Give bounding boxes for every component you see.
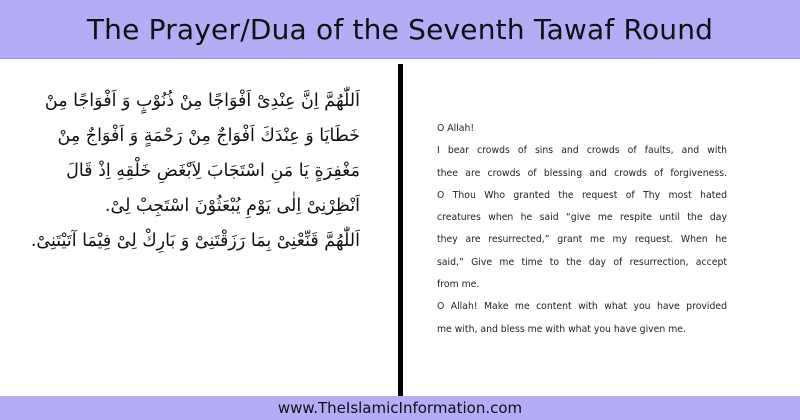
english-line-2: I bear crowds of sins and crowds of faults, and with [437,145,727,157]
title-banner [0,0,800,59]
arabic-line-4: اَنْظِرْنِىْ اِلٰى يَوْمِ يُبْعَثُوْنَ اسْتَجِبْ لِىْ. [104,196,360,216]
arabic-dua-text [30,84,360,259]
english-line-8: from me. [437,279,480,291]
website-link[interactable]: www.TheIslamicInformation.com [277,399,523,417]
arabic-line-3: مَغْفِرَةٍ يَا مَنِ اسْتَجَابَ لِاَبْغَضِ خَلْقِهِ اِذْ قَالَ [66,161,360,181]
english-line-1: O Allah! [437,123,475,134]
english-line-4: O Thou Who granted the request of Thy most hated [437,189,727,201]
english-line-6: they are resurrected,” grant me my request. When he [437,234,727,246]
english-line-5: creatures when he said “give me respite until the day [437,212,727,224]
english-translation-text [437,118,727,341]
english-line-10: me with, and bless me with what you have given me. [437,323,686,335]
arabic-line-5: اَللّٰهُمَّ قَنِّعْنِىْ بِمَا رَزَقْتَنِىْ وَ بَارِكْ لِىْ فِيْمَا آتَيْتَنِىْ. [30,231,360,251]
arabic-line-1: اَللّٰهُمَّ اِنَّ عِنْدِیْ اَفْوَاجًا مِنْ ذُنُوْبٍ وَ اَفْوَاجًا مِنْ [44,91,360,111]
arabic-line-2: خَطَايَا وَ عِنْدَكَ اَفْوَاجٌ مِنْ رَحْمَةٍ وَ اَفْوَاجٌ مِنْ [57,126,360,146]
page-title: The Prayer/Dua of the Seventh Tawaf Round [86,12,714,46]
footer-banner [0,396,800,420]
english-line-9: O Allah! Make me content with what you have provided [437,301,727,313]
english-line-7: said,” Give me time to the day of resurrection, accept [437,256,727,268]
english-line-3: thee are crowds of blessing and crowds of forgiveness. [437,167,727,179]
